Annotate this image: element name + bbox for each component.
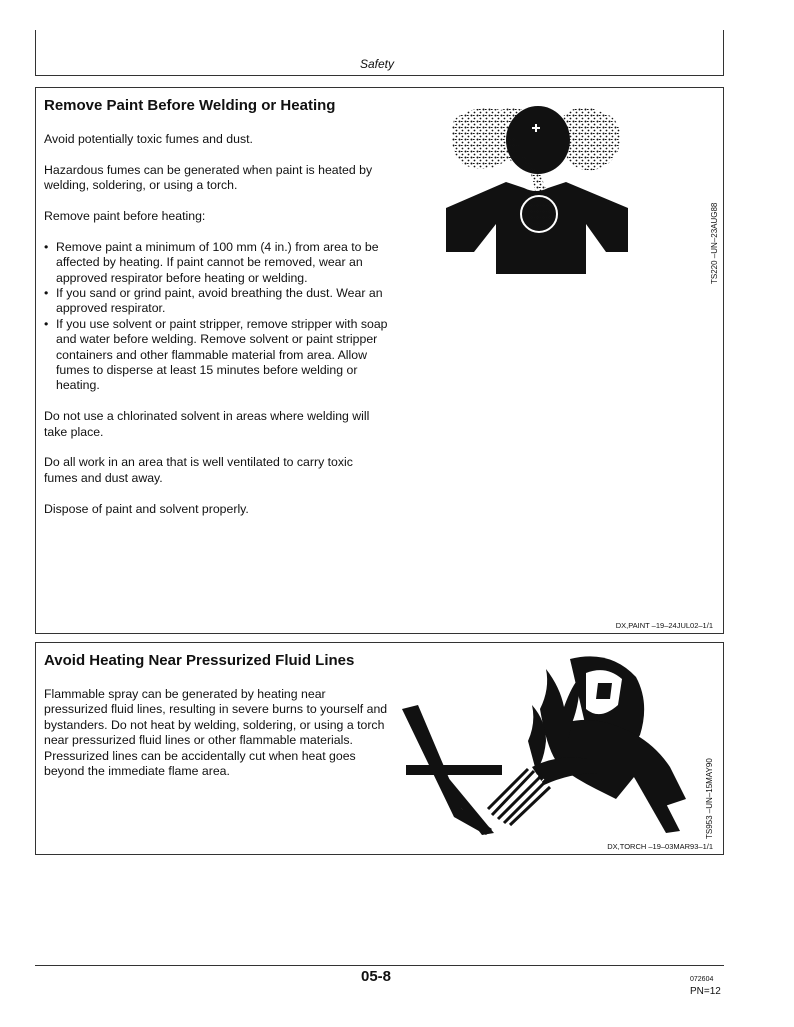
- section-title: Remove Paint Before Welding or Heating: [44, 97, 336, 114]
- toxic-fumes-illustration: [446, 102, 646, 274]
- image-code: TS953 –UN–15MAY90: [705, 758, 714, 839]
- section-body: [44, 687, 389, 795]
- pn-label: PN=12: [690, 986, 721, 997]
- paragraph: Hazardous fumes can be generated when paint is heated by welding, soldering, or using a torch.: [44, 162, 373, 193]
- list-item: • Remove paint a minimum of 100 mm (4 in.) from area to be affected by heating. If paint cannot be removed, wear an approved respirator before heating or welding.: [44, 240, 389, 286]
- paragraph: Do all work in an area that is well ventilated to carry toxic fumes and dust away.: [44, 455, 353, 485]
- section-header-label: Safety: [360, 57, 395, 71]
- paragraph: Remove paint before heating:: [44, 209, 206, 223]
- paint-safety-section: [35, 87, 724, 634]
- image-code: TS220 –UN–23AUG88: [710, 202, 719, 284]
- footer-divider: [35, 965, 724, 966]
- paragraph: Avoid potentially toxic fumes and dust.: [44, 132, 253, 146]
- section-body: [44, 132, 389, 532]
- section-title: Avoid Heating Near Pressurized Fluid Lines: [44, 652, 355, 669]
- list-item: • If you sand or grind paint, avoid breathing the dust. Wear an approved respirator.: [44, 286, 389, 317]
- header-divider: [35, 75, 724, 76]
- welder-illustration: [400, 649, 700, 839]
- paragraph: Do not use a chlorinated solvent in areas where welding will take place.: [44, 409, 370, 439]
- header-rule-left: [35, 30, 36, 76]
- page-number: 05-8: [361, 968, 392, 985]
- fluid-lines-section: [35, 642, 724, 855]
- bullet-list: [44, 240, 389, 394]
- reference-code: DX,TORCH –19–03MAR93–1/1: [607, 842, 713, 851]
- header-rule-right: [723, 30, 724, 76]
- list-item: • If you use solvent or paint stripper, remove stripper with soap and water before welding. Remove solvent or paint stripper containers and other flammable material from area. Allow fumes to disperse at least 15 minutes before welding or heating.: [44, 317, 389, 394]
- paragraph: Dispose of paint and solvent properly.: [44, 501, 249, 516]
- paragraph: Flammable spray can be generated by heating near pressurized fluid lines, resulting in severe burns to yourself and bystanders. Do not heat by welding, soldering, or using a torch near pressurized fluid lines or other flammable materials. Pressurized lines can be accidentally cut when heat goes beyond the immediate flame area.: [44, 687, 388, 779]
- reference-code: DX,PAINT –19–24JUL02–1/1: [615, 621, 713, 630]
- document-code: 072604: [690, 976, 714, 983]
